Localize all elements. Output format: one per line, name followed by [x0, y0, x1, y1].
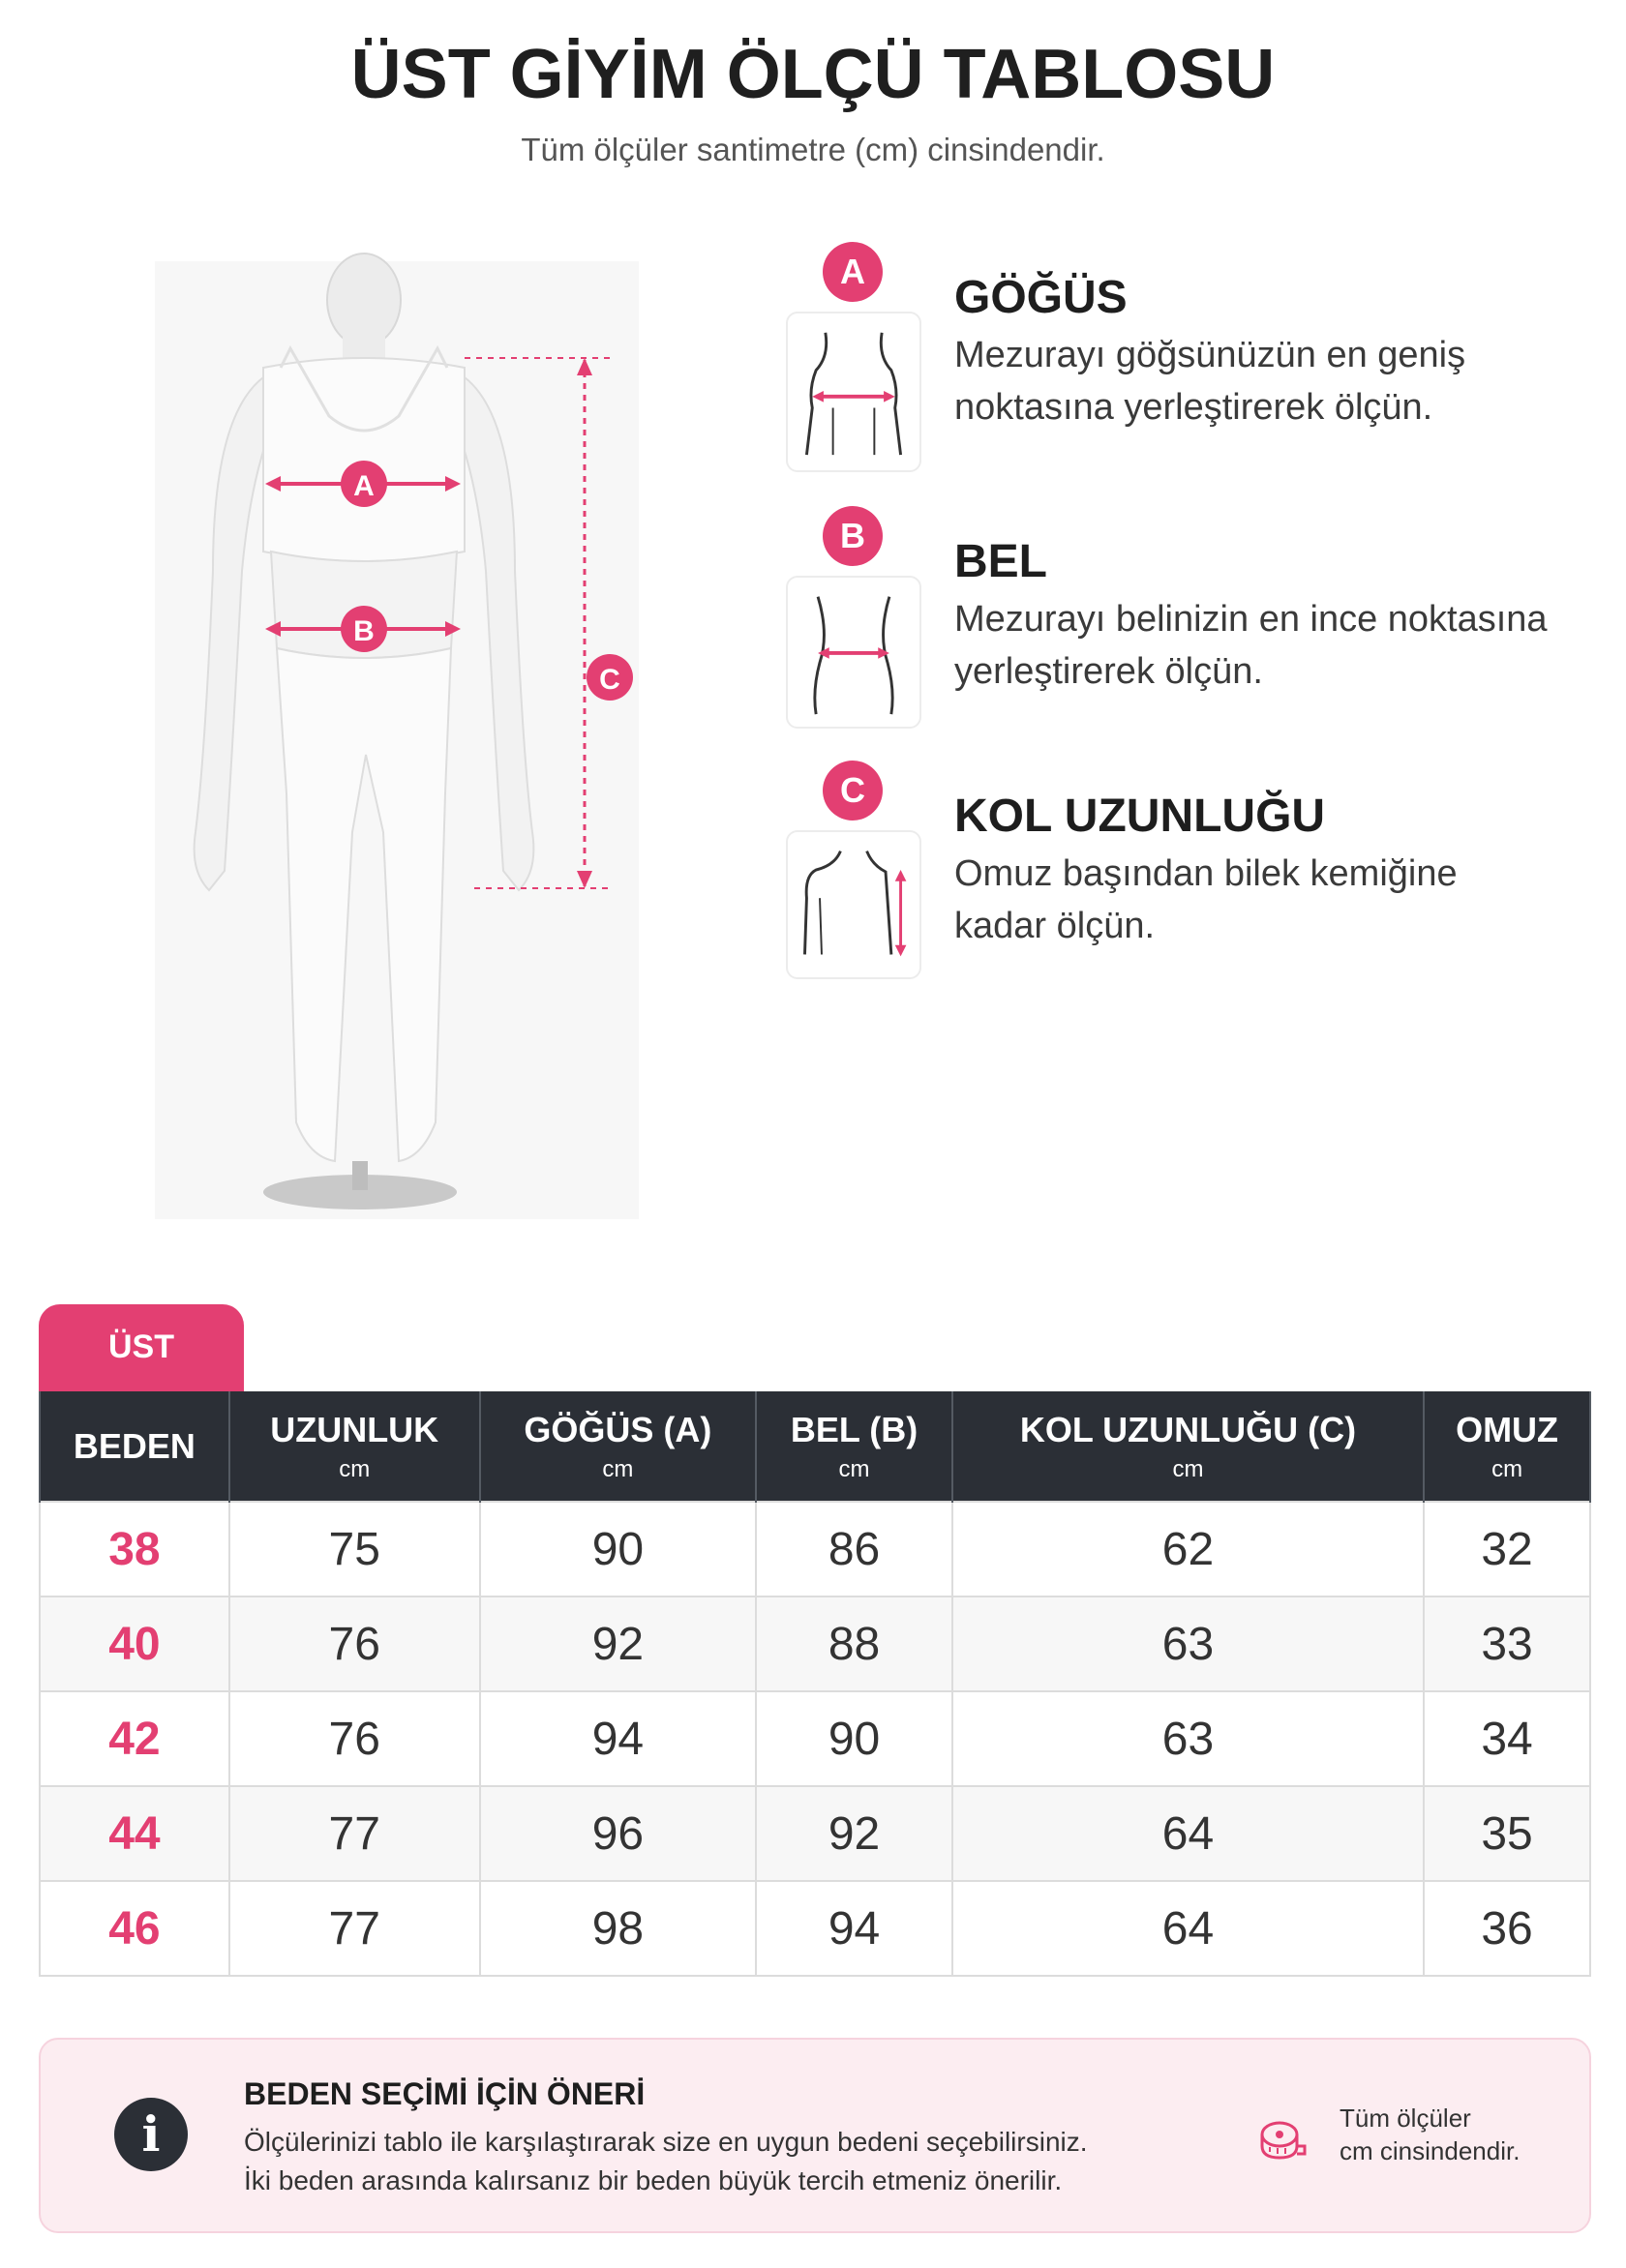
table-cell: 63 — [952, 1597, 1424, 1691]
label-a: A — [353, 470, 375, 502]
table-cell: 96 — [480, 1786, 757, 1881]
note-text: Ölçülerinizi tablo ile karşılaştırarak size en uygun bedeni seçebilirsiniz. İki beden arasında kalırsanız bir beden büyük tercih etmeniz önerilir. — [244, 2127, 1088, 2195]
column-header-length: UZUNLUK cm — [229, 1391, 480, 1502]
measurement-chest — [784, 242, 1597, 493]
page-subtitle: Tüm ölçüler santimetre (cm) cinsindendir. — [521, 132, 1105, 167]
table-header-row — [40, 1391, 1590, 1502]
column-header-chest: GÖĞÜS (A) cm — [480, 1391, 757, 1502]
measurement-description: Omuz başından bilek kemiğine kadar ölçün. — [954, 853, 1458, 946]
table-cell: 92 — [480, 1597, 757, 1691]
table-cell: 88 — [756, 1597, 952, 1691]
table-cell: 94 — [756, 1881, 952, 1976]
info-icon: i — [114, 2098, 188, 2171]
measurement-title: KOL UZUNLUĞU — [954, 791, 1326, 842]
chest-diagram-icon — [786, 312, 921, 472]
table-cell: 64 — [952, 1881, 1424, 1976]
table-cell: 98 — [480, 1881, 757, 1976]
column-header-shoulder: OMUZ cm — [1424, 1391, 1590, 1502]
size-cell: 46 — [40, 1881, 229, 1976]
measurement-description: Mezurayı belinizin en ince noktasına yerleştirerek ölçün. — [954, 599, 1548, 692]
badge-b: B — [823, 506, 883, 566]
table-row — [40, 1502, 1590, 1597]
page-title: ÜST GİYİM ÖLÇÜ TABLOSU — [350, 36, 1276, 113]
table-row — [40, 1881, 1590, 1976]
column-header-size: BEDEN — [40, 1391, 229, 1502]
table-cell: 90 — [756, 1691, 952, 1786]
size-cell: 42 — [40, 1691, 229, 1786]
note-title: BEDEN SEÇİMİ İÇİN ÖNERİ — [244, 2076, 646, 2111]
table-cell: 92 — [756, 1786, 952, 1881]
size-table — [39, 1391, 1591, 1977]
label-c: C — [599, 664, 620, 696]
measurement-waist — [784, 506, 1597, 758]
table-cell: 76 — [229, 1691, 480, 1786]
table-cell: 75 — [229, 1502, 480, 1597]
waist-diagram-icon — [786, 576, 921, 729]
measurement-title: BEL — [954, 536, 1047, 587]
size-cell: 40 — [40, 1597, 229, 1691]
tape-measure-icon — [1256, 2113, 1307, 2164]
column-header-sleeve: KOL UZUNLUĞU (C) cm — [952, 1391, 1424, 1502]
measurement-title: GÖĞÜS — [954, 272, 1128, 323]
table-row — [40, 1691, 1590, 1786]
table-row — [40, 1597, 1590, 1691]
table-row — [40, 1786, 1590, 1881]
mannequin-figure — [145, 252, 687, 1229]
table-cell: 63 — [952, 1691, 1424, 1786]
badge-c: C — [823, 761, 883, 821]
table-cell: 94 — [480, 1691, 757, 1786]
column-header-waist: BEL (B) cm — [756, 1391, 952, 1502]
sleeve-diagram-icon — [786, 830, 921, 979]
table-cell: 64 — [952, 1786, 1424, 1881]
measurement-sleeve — [784, 761, 1597, 1012]
size-cell: 38 — [40, 1502, 229, 1597]
table-cell: 77 — [229, 1786, 480, 1881]
table-cell: 33 — [1424, 1597, 1590, 1691]
table-cell: 77 — [229, 1881, 480, 1976]
table-cell: 86 — [756, 1502, 952, 1597]
size-advice-note — [39, 2038, 1591, 2233]
badge-a: A — [823, 242, 883, 302]
tab-ust[interactable]: ÜST — [39, 1304, 244, 1393]
size-cell: 44 — [40, 1786, 229, 1881]
table-cell: 90 — [480, 1502, 757, 1597]
table-cell: 34 — [1424, 1691, 1590, 1786]
measurement-description: Mezurayı göğsünüzün en geniş noktasına yerleştirerek ölçün. — [954, 335, 1466, 428]
table-cell: 36 — [1424, 1881, 1590, 1976]
note-side-text: Tüm ölçüler cm cinsindendir. — [1340, 2104, 1521, 2165]
table-cell: 62 — [952, 1502, 1424, 1597]
table-cell: 32 — [1424, 1502, 1590, 1597]
table-cell: 35 — [1424, 1786, 1590, 1881]
label-b: B — [353, 615, 375, 647]
table-cell: 76 — [229, 1597, 480, 1691]
